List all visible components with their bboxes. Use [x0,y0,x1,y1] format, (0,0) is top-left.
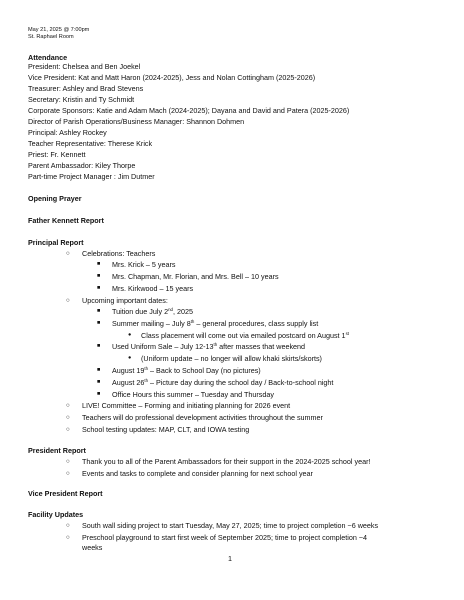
summer-mailing-entry: Summer mailing – July 8th – general procedures, class supply list [112,319,319,328]
dot-bullet: ● [128,332,132,338]
attendance-line: Vice President: Kat and Matt Haron (2024-2025), Jess and Nolan Cottingham (2025-2026) [28,73,316,82]
uniform-sale-entry: Used Uniform Sale – July 12-13th after masses that weekend [112,342,306,351]
square-bullet: ■ [97,367,101,373]
attendance-line: Teacher Representative: Therese Krick [28,139,153,148]
office-hours-entry: Office Hours this summer – Tuesday and Thursday [112,390,274,399]
tuition-entry: Tuition due July 2nd, 2025 [112,307,193,316]
hollow-bullet: ○ [66,534,70,541]
attendance-line: Part-time Project Manager : Jim Dutmer [28,172,155,181]
upcoming-dates-item: Upcoming important dates: [82,296,168,305]
hollow-bullet: ○ [66,470,70,477]
teachers-pd-item: Teachers will do professional development activities throughout the summer [82,413,323,422]
hollow-bullet: ○ [66,250,70,257]
square-bullet: ■ [97,343,101,349]
square-bullet: ■ [97,285,101,291]
square-bullet: ■ [97,379,101,385]
attendance-line: Secretary: Kristin and Ty Schmidt [28,95,135,104]
celebration-entry: Mrs. Chapman, Mr. Florian, and Mrs. Bell – 10 years [112,272,279,281]
attendance-line: Priest: Fr. Kennett [28,150,86,159]
father-report-heading: Father Kennett Report [28,216,104,225]
celebration-entry: Mrs. Krick – 5 years [112,260,176,269]
hollow-bullet: ○ [66,426,70,433]
uniform-update-entry: (Uniform update – no longer will allow khaki skirts/skorts) [141,354,322,363]
hollow-bullet: ○ [66,458,70,465]
dot-bullet: ● [128,355,132,361]
opening-prayer-heading: Opening Prayer [28,194,82,203]
president-item: Thank you to all of the Parent Ambassadors for their support in the 2024-2025 school year! [82,457,371,466]
meeting-location: St. Raphael Room [28,34,74,40]
facility-item: Preschool playground to start first week of September 2025; time to project completion ~4 [82,533,368,542]
hollow-bullet: ○ [66,414,70,421]
vice-president-report-heading: Vice President Report [28,489,103,498]
celebrations-item: Celebrations: Teachers [82,249,156,258]
live-committee-item: LIVE! Committee – Forming and initiating planning for 2026 event [82,401,291,410]
facility-item: South wall siding project to start Tuesday, May 27, 2025; time to project completion ~6 weeks [82,521,379,530]
page-number: 1 [228,554,232,563]
president-item: Events and tasks to complete and consider planning for next school year [82,469,313,478]
facility-item-continuation: weeks [82,543,103,552]
attendance-heading: Attendance [28,53,68,62]
hollow-bullet: ○ [66,297,70,304]
attendance-line: President: Chelsea and Ben Joekel [28,62,141,71]
attendance-line: Corporate Sponsors: Katie and Adam Mach (2024-2025); Dayana and David and Patera (2025-2026) [28,106,350,115]
hollow-bullet: ○ [66,522,70,529]
celebration-entry: Mrs. Kirkwood – 15 years [112,284,194,293]
attendance-line: Director of Parish Operations/Business Manager: Shannon Dohmen [28,117,245,126]
square-bullet: ■ [97,308,101,314]
square-bullet: ■ [97,320,101,326]
back-to-school-entry: August 19th – Back to School Day (no pictures) [112,366,261,375]
principal-report-heading: Principal Report [28,238,84,247]
hollow-bullet: ○ [66,402,70,409]
class-placement-entry: Class placement will come out via emailed postcard on August 1st [141,331,349,340]
square-bullet: ■ [97,261,101,267]
testing-item: School testing updates: MAP, CLT, and IOWA testing [82,425,250,434]
facility-updates-heading: Facility Updates [28,510,84,519]
square-bullet: ■ [97,273,101,279]
attendance-line: Parent Ambassador: Kiley Thorpe [28,161,136,170]
attendance-line: Treasurer: Ashley and Brad Stevens [28,84,144,93]
president-report-heading: President Report [28,446,86,455]
attendance-line: Principal: Ashley Rockey [28,128,107,137]
picture-day-entry: August 26th – Picture day during the school day / Back-to-school night [112,378,334,387]
meeting-date: May 21, 2025 @ 7:00pm [28,27,90,33]
square-bullet: ■ [97,391,101,397]
